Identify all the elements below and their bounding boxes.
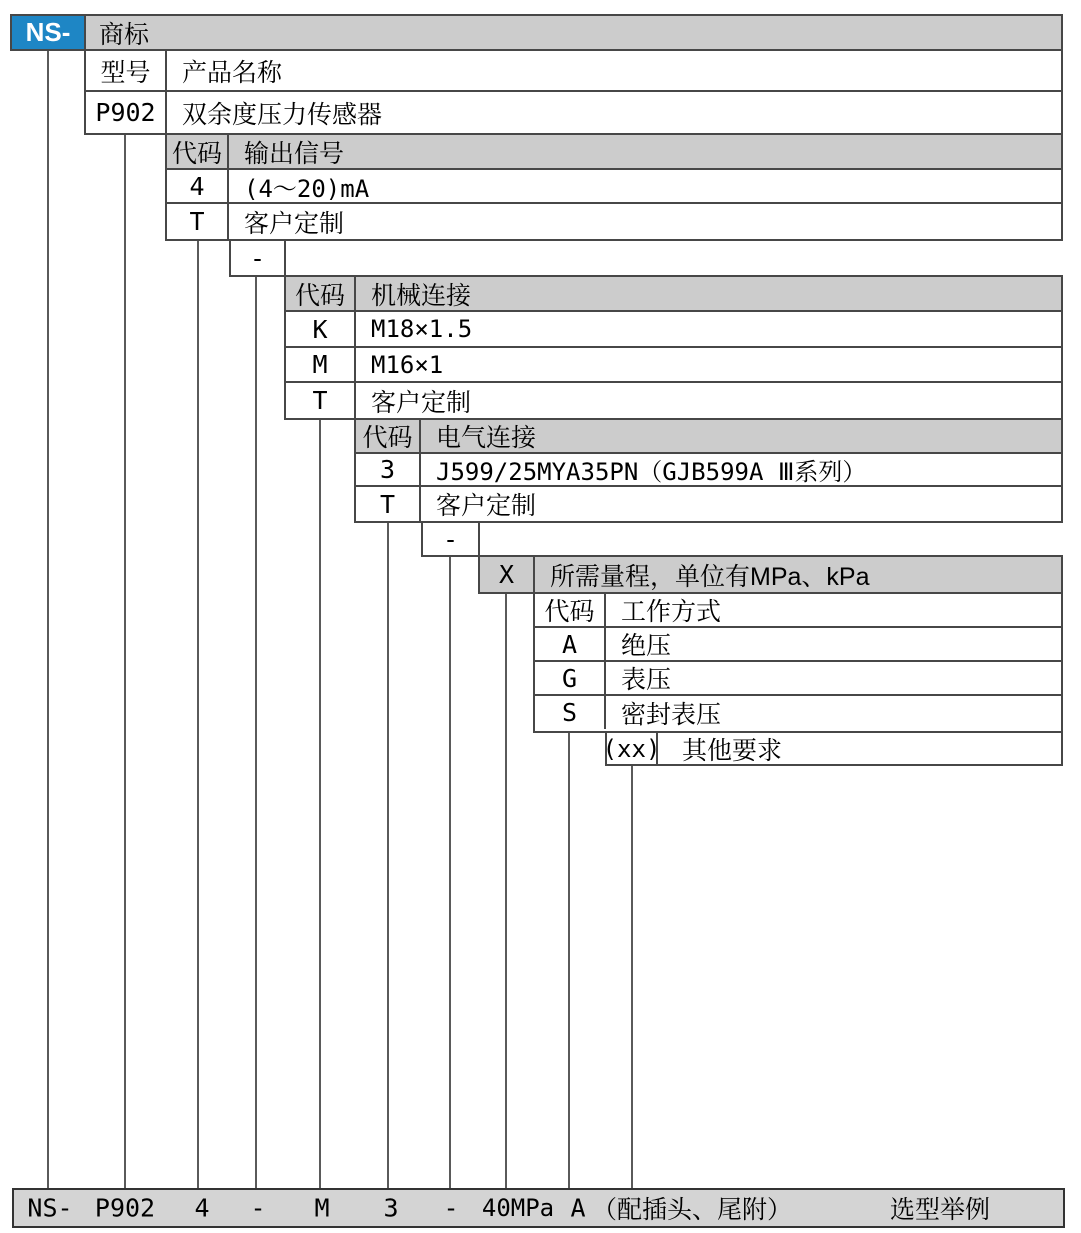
example-part-brand: NS- bbox=[27, 1193, 73, 1223]
code-cell: K bbox=[286, 312, 356, 346]
range-description-cell: 所需量程，单位有MPa、kPa bbox=[550, 562, 870, 591]
value-cell: J599/25MYA35PN（GJB599A Ⅲ系列） bbox=[436, 458, 867, 486]
product-header-row bbox=[86, 51, 1061, 92]
code-cell: 4 bbox=[167, 170, 229, 202]
range-row bbox=[480, 557, 1061, 592]
example-part-dash2: - bbox=[443, 1193, 459, 1223]
product-name-column-header: 产品名称 bbox=[182, 58, 283, 87]
mechanical-column-header: 机械连接 bbox=[371, 281, 472, 310]
value-cell: M16×1 bbox=[371, 350, 444, 379]
mode-column-header: 工作方式 bbox=[621, 598, 722, 626]
mechanical-row-m bbox=[286, 348, 1061, 383]
model-code-cell: P902 bbox=[86, 92, 167, 133]
code-cell: S bbox=[535, 696, 606, 729]
code-column-header: 代码 bbox=[356, 420, 421, 452]
code-column-header: 代码 bbox=[286, 277, 356, 310]
trademark-header-cell bbox=[84, 14, 1063, 51]
connector-line-brand bbox=[47, 49, 49, 1188]
connector-line-separator1 bbox=[255, 275, 257, 1188]
brand-code-cell bbox=[10, 14, 86, 51]
mechanical-header-row bbox=[286, 277, 1061, 312]
example-part-mode: A bbox=[570, 1193, 586, 1223]
example-part-dash1: - bbox=[250, 1193, 266, 1223]
electrical-row-t bbox=[356, 487, 1061, 521]
mechanical-row-t bbox=[286, 383, 1061, 418]
mode-header-row bbox=[535, 594, 1061, 628]
example-part-range: 40MPa bbox=[481, 1194, 555, 1222]
code-cell: 3 bbox=[356, 454, 421, 485]
other-row bbox=[602, 733, 1061, 765]
mechanical-connection-table bbox=[284, 275, 1063, 420]
product-table bbox=[84, 49, 1063, 135]
range-code-cell: X bbox=[480, 557, 535, 592]
product-row bbox=[86, 92, 1061, 133]
value-cell: 客户定制 bbox=[244, 209, 345, 238]
example-part-output: 4 bbox=[194, 1193, 210, 1223]
code-column-header: 代码 bbox=[535, 594, 606, 626]
electrical-row-3 bbox=[356, 454, 1061, 487]
code-cell: T bbox=[356, 487, 421, 521]
working-mode-table bbox=[533, 592, 1063, 733]
connector-line-range bbox=[505, 590, 507, 1188]
mode-row-g bbox=[535, 662, 1061, 696]
separator-dash: - bbox=[249, 243, 266, 273]
output-signal-header-row bbox=[167, 135, 1061, 170]
other-requirements-table bbox=[602, 731, 1063, 766]
value-cell: 密封表压 bbox=[621, 700, 722, 729]
mechanical-row-k bbox=[286, 312, 1061, 348]
example-part-electrical: 3 bbox=[383, 1193, 399, 1223]
code-cell: G bbox=[535, 662, 606, 694]
output-signal-row-t bbox=[167, 204, 1061, 239]
model-column-header: 型号 bbox=[86, 51, 167, 90]
example-part-mechanical: M bbox=[314, 1193, 330, 1223]
separator-cell-1 bbox=[229, 239, 286, 277]
electrical-connection-table bbox=[354, 418, 1063, 523]
connector-line-output bbox=[197, 239, 199, 1188]
electrical-column-header: 电气连接 bbox=[436, 424, 537, 452]
connector-line-mode bbox=[568, 731, 570, 1188]
code-cell: A bbox=[535, 628, 606, 660]
output-signal-column-header: 输出信号 bbox=[244, 139, 345, 168]
output-signal-table bbox=[165, 133, 1063, 241]
code-cell: T bbox=[286, 383, 356, 418]
value-cell: 客户定制 bbox=[371, 388, 472, 417]
trademark-label: 商标 bbox=[99, 20, 150, 49]
other-description-cell: 其他要求 bbox=[682, 736, 783, 765]
output-signal-row-4 bbox=[167, 170, 1061, 204]
connector-line-mechanical bbox=[319, 418, 321, 1188]
separator-cell-2 bbox=[421, 521, 480, 557]
value-cell: 表压 bbox=[621, 666, 672, 694]
code-cell: T bbox=[167, 204, 229, 239]
example-order-bar bbox=[12, 1188, 1065, 1228]
example-part-accessories: （配插头、尾附） bbox=[592, 1196, 793, 1224]
brand-code-label: NS- bbox=[25, 17, 71, 47]
connector-line-other bbox=[631, 764, 633, 1188]
range-table bbox=[478, 555, 1063, 594]
code-cell: M bbox=[286, 348, 356, 381]
other-code-cell: (xx) bbox=[602, 734, 661, 763]
connector-line-electrical bbox=[387, 519, 389, 1188]
code-column-header: 代码 bbox=[167, 135, 229, 168]
value-cell: 客户定制 bbox=[436, 492, 537, 520]
mode-row-s bbox=[535, 696, 1061, 729]
connector-line-separator2 bbox=[449, 555, 451, 1188]
separator-dash: - bbox=[442, 524, 459, 554]
value-cell: (4～20)mA bbox=[244, 174, 370, 203]
example-part-model: P902 bbox=[94, 1193, 156, 1223]
electrical-header-row bbox=[356, 420, 1061, 454]
product-name-cell: 双余度压力传感器 bbox=[182, 100, 383, 129]
example-caption: 选型举例 bbox=[890, 1196, 991, 1224]
value-cell: 绝压 bbox=[621, 632, 672, 660]
connector-line-model bbox=[124, 133, 126, 1188]
value-cell: M18×1.5 bbox=[371, 315, 473, 343]
mode-row-a bbox=[535, 628, 1061, 662]
